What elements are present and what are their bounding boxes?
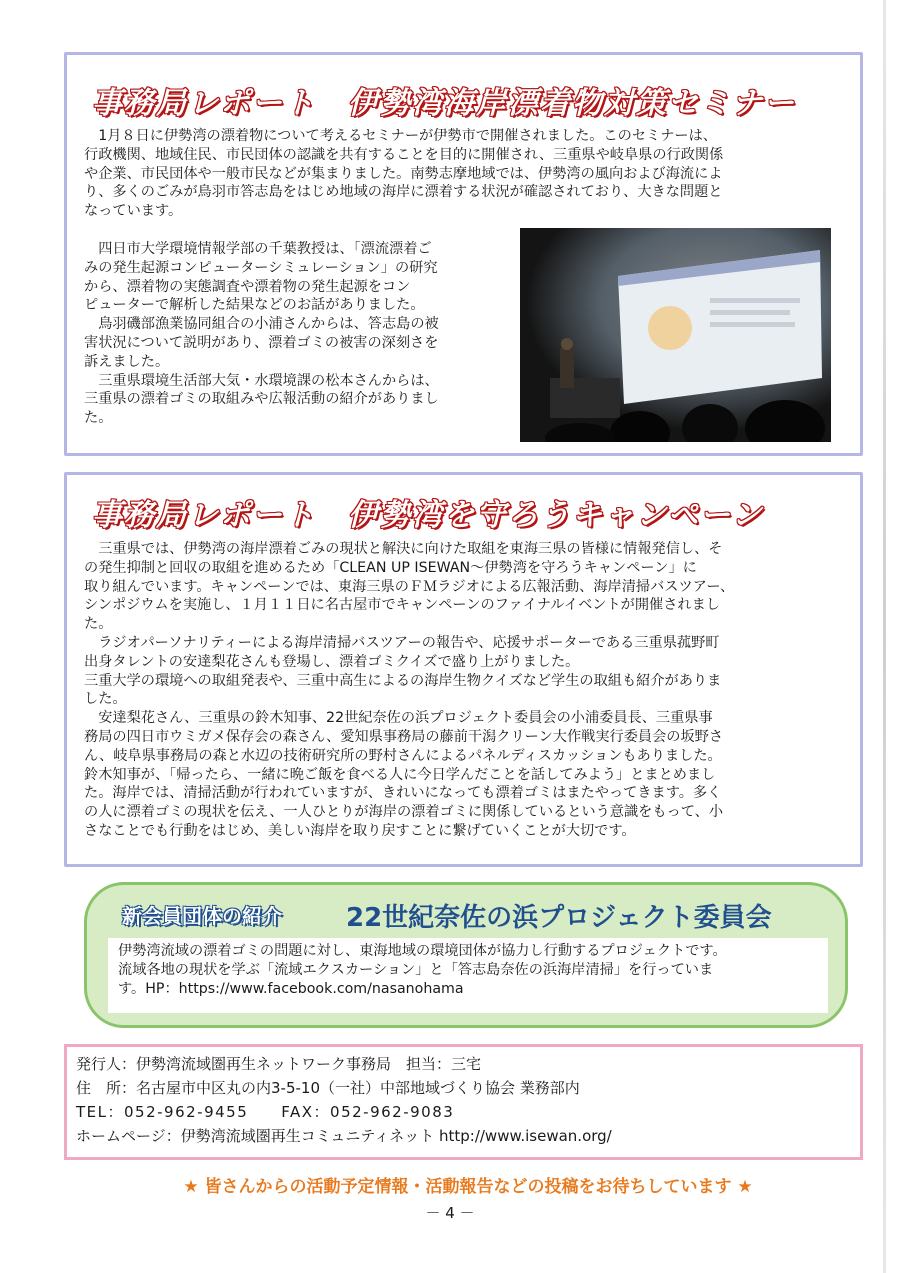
contact-publisher: 発行人：伊勢湾流域圏再生ネットワーク事務局 担当：三宅	[76, 1055, 482, 1073]
text-line: 伊勢湾流域の漂着ゴミの問題に対し、東海地域の環境団体が協力し行動するプロジェクトです。	[118, 943, 727, 959]
text-line: した。	[84, 691, 127, 708]
text-line: り、多くのごみが鳥羽市答志島をはじめ地域の海岸に漂着する状況が確認されており、大きな問題と	[84, 184, 723, 201]
text-line: の人に漂着ゴミの現状を伝え、一人ひとりが海岸の漂着ゴミに関係しているという意識をもって、小	[84, 804, 724, 821]
text-line: の発生抑制と回収の取組を進めるため「CLEAN UP ISEWAN～伊勢湾を守ろうキャンペーン」に	[84, 559, 697, 576]
text-line: 出身タレントの安達梨花さんも登場し、漂着ゴミクイズで盛り上がりました。	[84, 653, 580, 670]
text-line: 三重県環境生活部大気・水環境課の松本さんからは、	[84, 372, 439, 389]
text-line: 害状況について説明があり、漂着ゴミの被害の深刻さを	[84, 334, 439, 351]
text-line: ラジオパーソナリティーによる海岸清掃バスツアーの報告や、応援サポーターである三重県菰野町	[84, 634, 720, 651]
campaign-report-heading: 事務局レポート 伊勢湾を守ろうキャンペーン	[92, 498, 764, 533]
text-line: 鳥羽磯部漁業協同組合の小浦さんからは、答志島の被	[84, 316, 439, 333]
text-line: た。	[84, 410, 113, 427]
text-line: から、漂着物の実態調査や漂着物の発生起源をコン	[84, 278, 411, 295]
text-line: 三重大学の環境への取組発表や、三重中高生によるの海岸生物クイズなど学生の取組も紹介がありま	[84, 672, 722, 689]
page-edge-shadow	[883, 0, 886, 1273]
text-line: 鈴木知事が、「帰ったら、一緒に晩ご飯を食べる人に今日学んだことを話してみよう」とまとめまし	[84, 766, 716, 783]
text-line: 三重県の漂着ゴミの取組みや広報活動の紹介がありまし	[84, 391, 439, 408]
new-member-label: 新会員団体の紹介	[122, 904, 282, 928]
new-member-description	[118, 942, 824, 998]
text-line: 流域各地の現状を学ぶ「流域エクスカーション」と「答志島奈佐の浜海岸清掃」を行っていま	[118, 961, 714, 978]
text-line: さなことでも行動をはじめ、美しい海岸を取り戻すことに繋げていくことが大切です。	[84, 822, 636, 839]
text-line: 1月８日に伊勢湾の漂着物について考えるセミナーが伊勢市で開催されました。このセミナーは、	[84, 128, 717, 144]
contact-address: 住 所：名古屋市中区丸の内3-5-10（一社）中部地域づくり協会 業務部内	[76, 1079, 580, 1097]
contact-homepage: ホームページ：伊勢湾流域圏再生コミュニティネット http://www.isewan.org/	[76, 1127, 612, 1145]
text-line: 四日市大学環境情報学部の千葉教授は、「漂流漂着ご	[84, 241, 432, 257]
text-line: た。海岸では、清掃活動が行われていますが、きれいになっても漂着ゴミはまたやってきます。多く	[84, 785, 722, 802]
contact-phone-fax: TEL：052-962-9455 FAX：052-962-9083	[76, 1103, 455, 1121]
seminar-speakers-text	[84, 240, 512, 428]
text-line: 務局の四日市ウミガメ保存会の森さん、愛知県事務局の藤前干潟クリーン大作戦実行委員会の坂野さ	[84, 728, 724, 745]
campaign-report-text	[84, 540, 836, 841]
text-line: ピューターで解析した結果などのお話がありました。	[84, 297, 425, 314]
text-line: ん、岐阜県事務局の森と水辺の技術研究所の野村さんによるパネルディスカッションもありました。	[84, 747, 722, 764]
new-member-name: 22世紀奈佐の浜プロジェクト委員会	[346, 903, 772, 933]
seminar-intro-text	[84, 127, 836, 221]
text-line: 取り組んでいます。キャンペーンでは、東海三県のＦＭラジオによる広報活動、海岸清掃バスツアー、	[84, 578, 735, 595]
text-line: シンポジウムを実施し、１月１１日に名古屋市でキャンペーンのファイナルイベントが開催されまし	[84, 597, 720, 614]
seminar-photo-image	[520, 228, 831, 442]
seminar-photo	[520, 228, 831, 442]
text-line: す。HP：https://www.facebook.com/nasanohama	[118, 980, 464, 997]
submission-call: ★ 皆さんからの活動予定情報・活動報告などの投稿をお待ちしています ★	[183, 1177, 753, 1197]
text-line: 三重県では、伊勢湾の海岸漂着ごみの現状と解決に向けた取組を東海三県の皆様に情報発信し、そ	[84, 541, 723, 557]
text-line: みの発生起源コンピューターシミュレーション」の研究	[84, 259, 438, 276]
seminar-report-heading: 事務局レポート 伊勢湾海岸漂着物対策セミナー	[92, 86, 796, 121]
text-line: 訴えました。	[84, 353, 170, 370]
text-line: た。	[84, 616, 113, 633]
page-number: － 4 －	[425, 1204, 475, 1222]
text-line: 行政機関、地域住民、市民団体の認識を共有することを目的に開催され、三重県や岐阜県の行政関係	[84, 146, 724, 163]
text-line: や企業、市民団体や一般市民などが集まりました。南勢志摩地域では、伊勢湾の風向および海流によ	[84, 165, 723, 182]
text-line: なっています。	[84, 203, 183, 220]
text-line: 安達梨花さん、三重県の鈴木知事、22世紀奈佐の浜プロジェクト委員会の小浦委員長、三重県事	[84, 710, 713, 727]
